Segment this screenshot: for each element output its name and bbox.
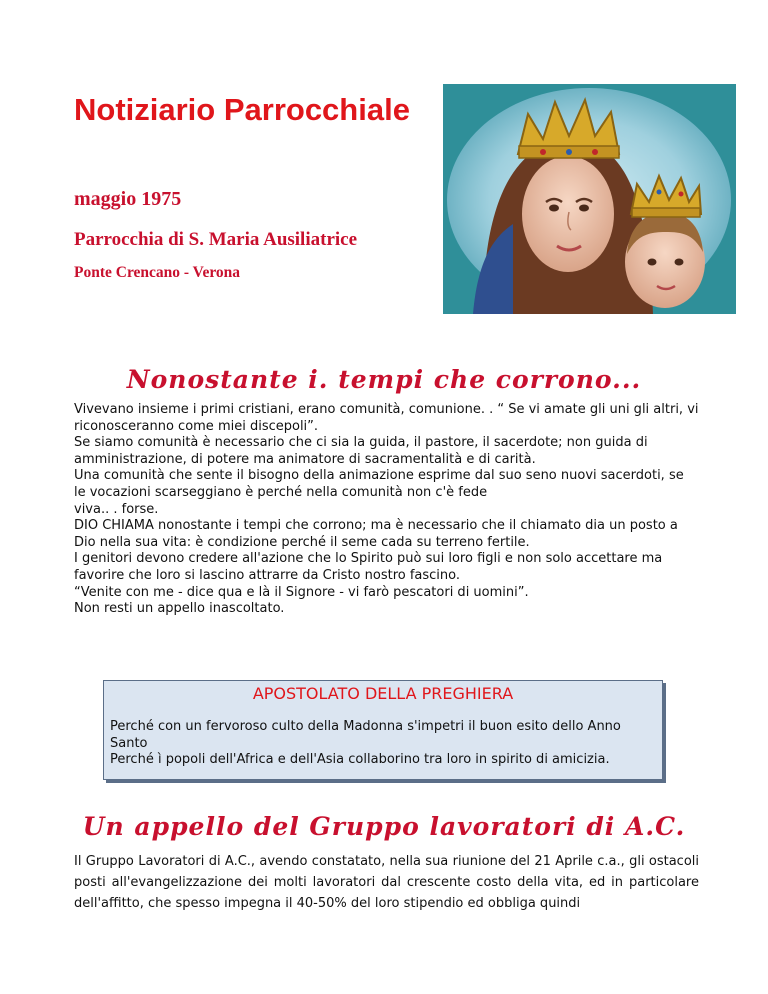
prayer-intention: Perché con un fervoroso culto della Madonna s'impetri il buon esito dello Anno Santo bbox=[110, 719, 621, 751]
parish-name: Parrocchia di S. Maria Ausiliatrice bbox=[74, 229, 358, 250]
prayer-box-title: APOSTOLATO DELLA PREGHIERA bbox=[252, 684, 514, 703]
prayer-box-body bbox=[110, 719, 655, 769]
article-heading: Un appello del Gruppo lavoratori di A.C. bbox=[82, 812, 686, 841]
prayer-box bbox=[103, 680, 663, 780]
paragraph: viva.. . forse. bbox=[74, 501, 159, 517]
issue-date: maggio 1975 bbox=[74, 188, 182, 210]
paragraph: Una comunità che sente il bisogno della animazione esprime dal suo seno nuovi sacerdoti, se le vocazioni scarseggiano è perché nella comunità non c'è fede bbox=[74, 468, 684, 500]
parish-location: Ponte Crencano - Verona bbox=[74, 264, 241, 281]
paragraph: I genitori devono credere all'azione che lo Spirito può sui loro figli e non solo accettare ma favorire che loro si lascino attrarre da Cristo nostro fascino. bbox=[74, 551, 663, 583]
article-body bbox=[74, 402, 699, 618]
paragraph: Vivevano insieme i primi cristiani, erano comunità, comunione. . “ Se vi amate gli uni gli altri, vi riconosceranno come miei discepoli”. bbox=[74, 402, 699, 434]
prayer-intention: Perché ì popoli dell'Africa e dell'Asia collaborino tra loro in spirito di amicizia. bbox=[110, 752, 610, 768]
madonna-portrait-icon bbox=[443, 84, 736, 314]
paragraph: Se siamo comunità è necessario che ci sia la guida, il pastore, il sacerdote; non guida di amministrazione, di potere ma animatore di sacramentalità e di carità. bbox=[74, 435, 648, 467]
article-body: Il Gruppo Lavoratori di A.C., avendo constatato, nella sua riunione del 21 Aprile c.a., gli ostacoli posti all'evangelizzazione dei molti lavoratori dal crescente costo della vita, ed in particolare dell'affitto, che spesso impegna il 40-50% del loro stipendio ed obbliga quindi bbox=[74, 854, 699, 911]
paragraph: DIO CHIAMA nonostante i tempi che corrono; ma è necessario che il chiamato dia un posto a Dio nella sua vita: è condizione perché il seme cada su terreno fertile. bbox=[74, 518, 678, 550]
paragraph: Non resti un appello inascoltato. bbox=[74, 601, 285, 617]
article-heading: Nonostante i. tempi che corrono... bbox=[126, 365, 642, 394]
newsletter-title: Notiziario Parrocchiale bbox=[74, 92, 410, 127]
paragraph: “Venite con me - dice qua e là il Signore - vi farò pescatori di uomini”. bbox=[74, 584, 529, 600]
